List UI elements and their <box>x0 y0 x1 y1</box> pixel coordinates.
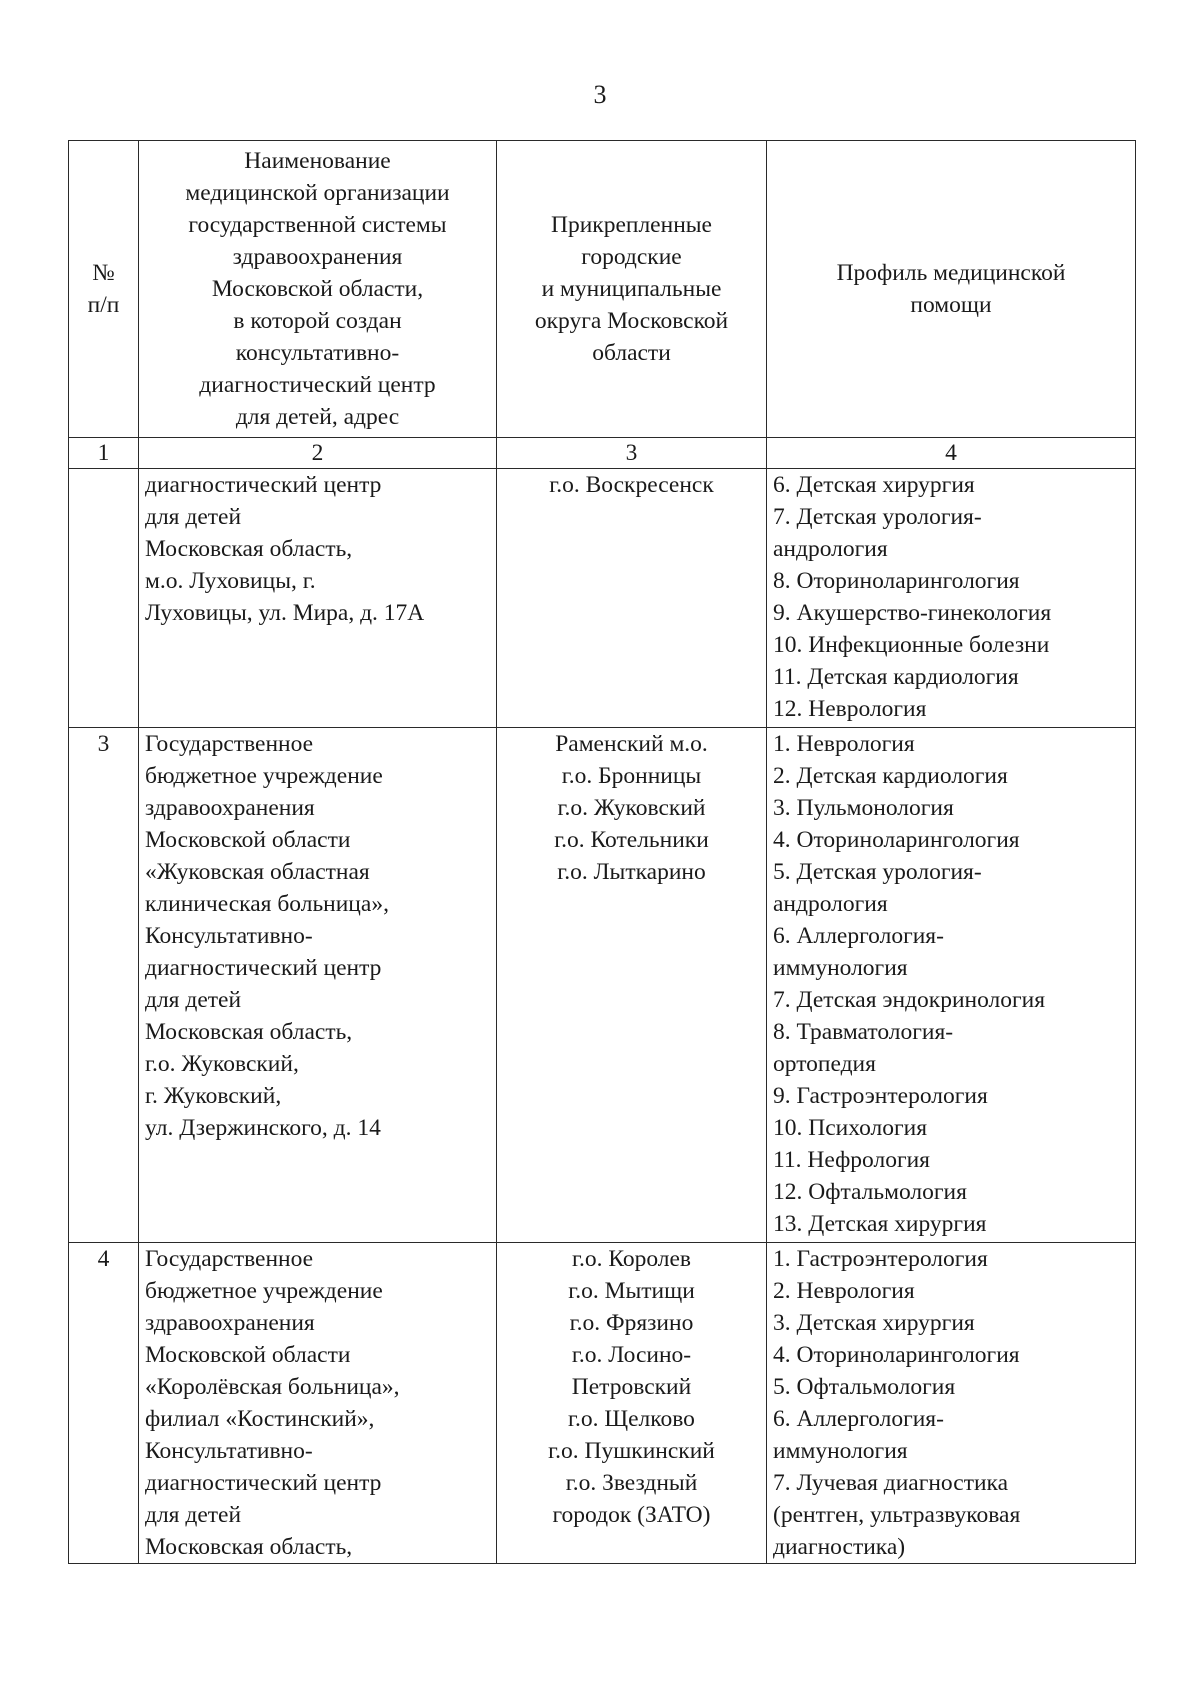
text-line: иммунология <box>773 1438 908 1464</box>
organization-cell <box>139 469 497 728</box>
text-line: ортопедия <box>773 1051 876 1077</box>
text-line: «Жуковская областная <box>145 859 370 885</box>
column-number: 1 <box>69 438 139 469</box>
text-line: диагностика) <box>773 1534 906 1560</box>
text-line: 5. Детская урология- <box>773 859 982 885</box>
text-line: (рентген, ультразвуковая <box>773 1502 1021 1528</box>
text-line: консультативно- <box>235 340 400 366</box>
text-line: Московской области, <box>211 276 424 302</box>
text-line: государственной системы <box>188 212 447 238</box>
text-line: 4. Оториноларингология <box>773 1342 1020 1368</box>
text-line: области <box>592 340 671 366</box>
text-line: 7. Лучевая диагностика <box>773 1470 1009 1496</box>
text-line: г. Жуковский, <box>145 1083 282 1109</box>
text-line: Петровский <box>571 1374 692 1400</box>
text-line: 5. Офтальмология <box>773 1374 956 1400</box>
table-row <box>69 728 1136 1243</box>
text-line: иммунология <box>773 955 908 981</box>
table-row <box>69 469 1136 728</box>
text-line: для детей, адрес <box>235 404 400 430</box>
table-header-row <box>69 141 1136 438</box>
attached-districts-cell <box>497 469 767 728</box>
care-profile-cell <box>767 728 1136 1243</box>
text-line: здравоохранения <box>145 1310 315 1336</box>
column-number-row <box>69 438 1136 469</box>
text-line: 8. Оториноларингология <box>773 568 1020 594</box>
text-line: филиал «Костинский», <box>145 1406 375 1432</box>
text-line: г.о. Королев <box>571 1246 692 1272</box>
text-line: бюджетное учреждение <box>145 763 383 789</box>
text-line: № <box>92 260 115 286</box>
text-line: 2. Неврология <box>773 1278 915 1304</box>
text-line: г.о. Жуковский <box>557 795 706 821</box>
text-line: 13. Детская хирургия <box>773 1211 987 1237</box>
text-line: 6. Детская хирургия <box>773 472 975 498</box>
text-line: Государственное <box>145 1246 314 1272</box>
text-line: в которой создан <box>233 308 402 334</box>
care-profile-cell <box>767 1243 1136 1564</box>
attached-districts-cell <box>497 1243 767 1564</box>
text-line: г.о. Лосино- <box>571 1342 692 1368</box>
page-number: 3 <box>593 80 607 109</box>
table-row <box>69 1243 1136 1564</box>
header-num <box>69 141 139 438</box>
text-line: Московская область, <box>145 1019 353 1045</box>
text-line: 9. Гастроэнтерология <box>773 1083 988 1109</box>
text-line: ул. Дзержинского, д. 14 <box>145 1115 381 1141</box>
text-line: 3. Пульмонология <box>773 795 954 821</box>
text-line: Московской области <box>145 827 351 853</box>
registry-table <box>68 140 1136 1564</box>
text-line: 6. Аллергология- <box>773 923 944 949</box>
text-line: г.о. Лыткарино <box>557 859 706 885</box>
text-line: для детей <box>145 504 242 530</box>
column-number: 4 <box>767 438 1136 469</box>
attached-districts-cell <box>497 728 767 1243</box>
text-line: 1. Неврология <box>773 731 915 757</box>
text-line: п/п <box>87 292 120 318</box>
text-line: 1. Гастроэнтерология <box>773 1246 988 1272</box>
text-line: для детей <box>145 987 242 1013</box>
text-line: г.о. Воскресенск <box>549 472 714 498</box>
text-line: м.о. Луховицы, г. <box>145 568 316 594</box>
text-line: диагностический центр <box>199 372 436 398</box>
text-line: г.о. Бронницы <box>561 763 702 789</box>
text-line: андрология <box>773 536 888 562</box>
text-line: Московской области <box>145 1342 351 1368</box>
text-line: 10. Психология <box>773 1115 928 1141</box>
text-line: медицинской организации <box>185 180 450 206</box>
organization-cell <box>139 728 497 1243</box>
text-line: бюджетное учреждение <box>145 1278 383 1304</box>
text-line: 12. Неврология <box>773 696 927 722</box>
text-line: городок (ЗАТО) <box>552 1502 711 1528</box>
text-line: 11. Детская кардиология <box>773 664 1019 690</box>
text-line: Наименование <box>244 148 391 174</box>
header-organization <box>139 141 497 438</box>
text-line: г.о. Котельники <box>554 827 709 853</box>
text-line: Московская область, <box>145 536 353 562</box>
text-line: диагностический центр <box>145 1470 382 1496</box>
text-line: 2. Детская кардиология <box>773 763 1008 789</box>
text-line: Консультативно- <box>145 923 313 949</box>
text-line: г.о. Пушкинский <box>548 1438 715 1464</box>
header-care-profile <box>767 141 1136 438</box>
text-line: городские <box>581 244 682 270</box>
row-number: 3 <box>69 728 139 1243</box>
text-line: 8. Травматология- <box>773 1019 954 1045</box>
text-line: Консультативно- <box>145 1438 313 1464</box>
text-line: 10. Инфекционные болезни <box>773 632 1050 658</box>
text-line: андрология <box>773 891 888 917</box>
text-line: здравоохранения <box>232 244 403 270</box>
text-line: Луховицы, ул. Мира, д. 17А <box>145 600 425 626</box>
row-number <box>69 469 139 728</box>
text-line: «Королёвская больница», <box>145 1374 400 1400</box>
text-line: и муниципальные <box>541 276 722 302</box>
text-line: Профиль медицинской <box>836 260 1066 286</box>
text-line: Раменский м.о. <box>555 731 708 757</box>
text-line: 11. Нефрология <box>773 1147 930 1173</box>
text-line: 7. Детская урология- <box>773 504 982 530</box>
text-line: Московская область, <box>145 1534 353 1560</box>
care-profile-cell <box>767 469 1136 728</box>
text-line: помощи <box>910 292 992 318</box>
text-line: 6. Аллергология- <box>773 1406 944 1432</box>
text-line: 9. Акушерство-гинекология <box>773 600 1052 626</box>
text-line: 7. Детская эндокринология <box>773 987 1046 1013</box>
text-line: округа Московской <box>534 308 729 334</box>
text-line: здравоохранения <box>145 795 315 821</box>
column-number: 3 <box>497 438 767 469</box>
text-line: Государственное <box>145 731 314 757</box>
text-line: г.о. Звездный <box>565 1470 698 1496</box>
text-line: 4. Оториноларингология <box>773 827 1020 853</box>
text-line: 3. Детская хирургия <box>773 1310 975 1336</box>
text-line: г.о. Щелково <box>568 1406 695 1432</box>
column-number: 2 <box>139 438 497 469</box>
text-line: диагностический центр <box>145 472 382 498</box>
text-line: г.о. Мытищи <box>568 1278 695 1304</box>
header-attached-districts <box>497 141 767 438</box>
text-line: г.о. Фрязино <box>569 1310 694 1336</box>
text-line: диагностический центр <box>145 955 382 981</box>
text-line: г.о. Жуковский, <box>145 1051 299 1077</box>
organization-cell <box>139 1243 497 1564</box>
row-number: 4 <box>69 1243 139 1564</box>
text-line: 12. Офтальмология <box>773 1179 967 1205</box>
text-line: клиническая больница», <box>145 891 389 917</box>
text-line: для детей <box>145 1502 242 1528</box>
text-line: Прикрепленные <box>550 212 712 238</box>
